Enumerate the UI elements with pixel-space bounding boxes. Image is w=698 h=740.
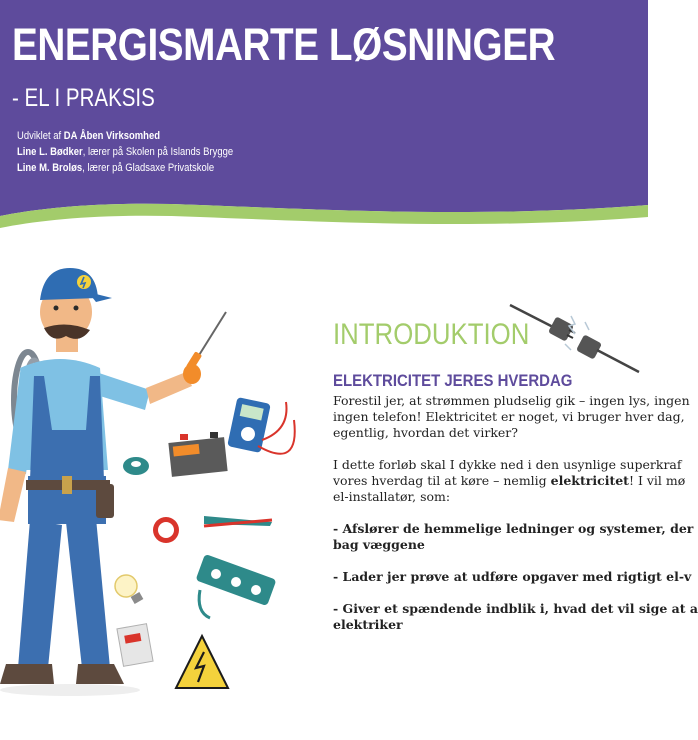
socket-icon	[153, 517, 179, 543]
spacer	[333, 553, 663, 569]
credit-line	[17, 128, 233, 144]
paragraph-line: el-installatør, som:	[333, 489, 451, 504]
pliers-icon	[204, 516, 272, 526]
warning-sign-icon	[176, 636, 228, 688]
credit-suffix: , lærer på Gladsaxe Privatskole	[82, 162, 215, 174]
spacer	[333, 585, 663, 601]
credit-name: DA Åben Virksomhed	[63, 130, 161, 142]
bullet-item: - Afslører de hemmelige ledninger og systemer, der	[333, 521, 694, 536]
intro-body	[333, 393, 698, 633]
credit-name: Line M. Broløs	[17, 162, 83, 174]
light-bulb-icon	[115, 575, 143, 604]
paragraph-line: ingen telefon! Elektricitet er noget, vi bruger hver dag,	[333, 409, 685, 424]
bullet-item-continuation: elektriker	[333, 617, 403, 632]
credit-line	[17, 144, 233, 160]
text-run: vores hverdag til at køre – nemlig	[333, 473, 551, 488]
credit-name: Line L. Bødker	[17, 146, 83, 158]
spacer	[333, 505, 663, 521]
text-run: ! I vil mø	[628, 473, 686, 488]
bullet-item: - Giver et spændende indblik i, hvad det vil sige at a	[333, 601, 698, 616]
bullet-item: - Lader jer prøve at udføre opgaver med rigtigt el-v	[333, 569, 692, 584]
paragraph-line	[333, 473, 686, 489]
circuit-breaker-icon	[117, 624, 153, 667]
tape-icon	[123, 457, 149, 475]
multimeter-icon	[227, 397, 295, 454]
introduction-heading: INTRODUKTION	[333, 318, 530, 351]
paragraph-line: Forestil jer, at strømmen pludselig gik – ingen lys, ingen	[333, 393, 690, 408]
battery-icon	[168, 432, 227, 477]
power-strip-icon	[196, 554, 277, 618]
page-title: ENERGISMARTE LØSNINGER	[12, 19, 556, 70]
spacer	[333, 441, 663, 457]
screwdriver-icon	[186, 312, 226, 371]
emphasis-text: elektricitet	[550, 473, 629, 488]
credit-prefix: Udviklet af	[17, 130, 64, 142]
paragraph-line: I dette forløb skal I dykke ned i den usynlige superkraf	[333, 457, 682, 472]
page-subtitle: - EL I PRAKSIS	[12, 84, 155, 112]
electrician-illustration	[0, 262, 310, 702]
paragraph-line: egentlig, hvordan det virker?	[333, 425, 518, 440]
credits	[17, 128, 233, 176]
header-banner	[0, 0, 648, 240]
section-heading: ELEKTRICITET JERES HVERDAG	[333, 371, 573, 390]
credit-suffix: , lærer på Skolen på Islands Brygge	[82, 146, 234, 158]
credit-line	[17, 160, 233, 176]
bullet-item-continuation: bag væggene	[333, 537, 425, 552]
